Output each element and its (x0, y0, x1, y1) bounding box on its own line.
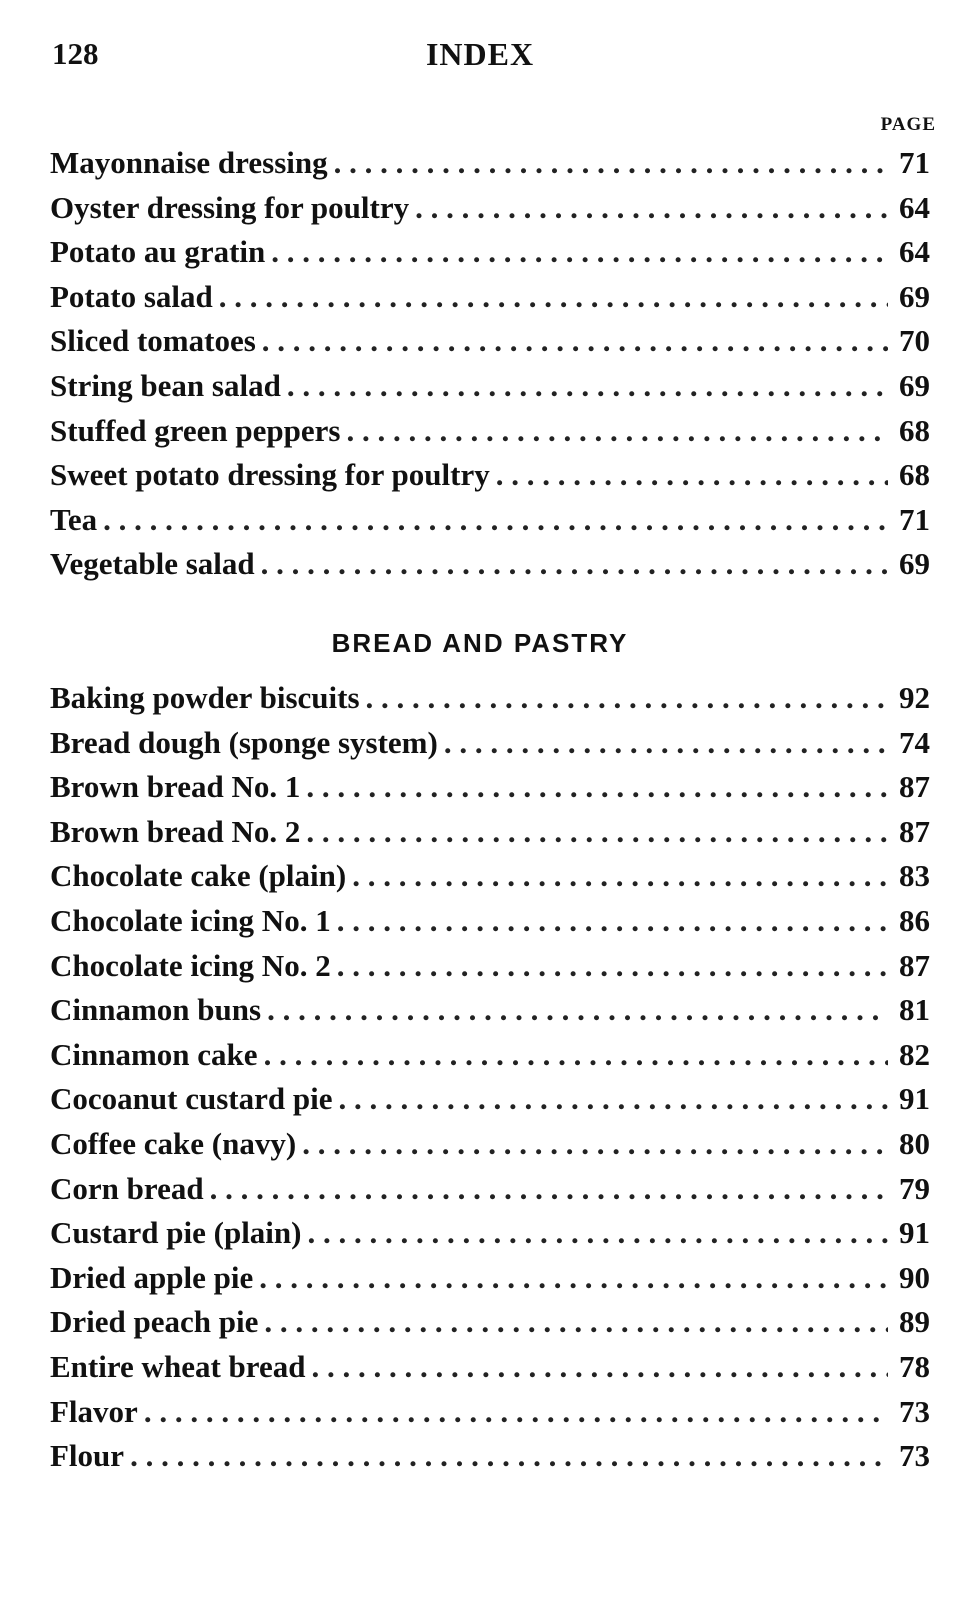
entry-page-number: 70 (899, 323, 930, 359)
entry-title: Custard pie (plain) (50, 1215, 302, 1251)
index-list-bread-and-pastry (50, 676, 930, 1479)
index-entry (50, 765, 930, 810)
dot-leader (334, 141, 888, 186)
entry-page-number: 68 (899, 412, 930, 448)
index-entry (50, 409, 930, 454)
entry-title: Bread dough (sponge system) (50, 724, 438, 760)
dot-leader (144, 1390, 888, 1435)
entry-title: Cocoanut custard pie (50, 1081, 333, 1117)
entry-page-number: 68 (899, 457, 930, 493)
index-entry (50, 230, 930, 275)
entry-title: Entire wheat bread (50, 1348, 306, 1384)
page-number: 128 (52, 36, 99, 71)
entry-title: Stuffed green peppers (50, 412, 341, 448)
entry-title: Sweet potato dressing for poultry (50, 457, 490, 493)
entry-title: Dried apple pie (50, 1259, 254, 1295)
entry-page-number: 79 (899, 1170, 930, 1206)
dot-leader (219, 275, 888, 320)
entry-title: Chocolate cake (plain) (50, 858, 347, 894)
index-entry (50, 899, 930, 944)
dot-leader (264, 1300, 888, 1345)
dot-leader (261, 542, 888, 587)
index-entry (50, 810, 930, 855)
entry-page-number: 64 (899, 189, 930, 225)
index-entry (50, 1122, 930, 1167)
entry-title: Potato au gratin (50, 234, 266, 270)
dot-leader (307, 1211, 888, 1256)
entry-page-number: 69 (899, 367, 930, 403)
index-entry (50, 721, 930, 766)
dot-leader (210, 1167, 888, 1212)
index-entry (50, 1434, 930, 1479)
entry-page-number: 71 (899, 501, 930, 537)
entry-title: Baking powder biscuits (50, 680, 360, 715)
entry-page-number: 64 (899, 234, 930, 270)
index-entry (50, 1256, 930, 1301)
index-entry (50, 319, 930, 364)
entry-title: Cinnamon cake (50, 1036, 258, 1072)
entry-title: Coffee cake (navy) (50, 1125, 297, 1161)
dot-leader (338, 1077, 888, 1122)
entry-page-number: 82 (899, 1036, 930, 1072)
index-entry (50, 275, 930, 320)
entry-page-number: 81 (899, 992, 930, 1028)
dot-leader (306, 765, 888, 810)
entry-page-number: 73 (899, 1393, 930, 1429)
dot-leader (271, 230, 888, 275)
dot-leader (259, 1256, 888, 1301)
index-entry (50, 988, 930, 1033)
entry-page-number: 78 (899, 1348, 930, 1384)
entry-page-number: 87 (899, 769, 930, 805)
index-entry (50, 498, 930, 543)
entry-title: Sliced tomatoes (50, 323, 256, 359)
entry-title: Flavor (50, 1393, 138, 1429)
dot-leader (267, 988, 888, 1033)
index-entry (50, 1211, 930, 1256)
entry-page-number: 69 (899, 278, 930, 314)
index-entry (50, 1033, 930, 1078)
dot-leader (346, 409, 888, 454)
dot-leader (130, 1434, 888, 1479)
section-heading: BREAD AND PASTRY (331, 628, 629, 658)
index-entry (50, 944, 930, 989)
dot-leader (366, 676, 888, 721)
index-entry (50, 542, 930, 587)
entry-page-number: 89 (899, 1304, 930, 1340)
entry-page-number: 71 (899, 145, 930, 180)
entry-page-number: 87 (899, 813, 930, 849)
dot-leader (302, 1122, 888, 1167)
dot-leader (103, 498, 888, 543)
entry-title: Chocolate icing No. 1 (50, 902, 331, 938)
entry-title: Brown bread No. 2 (50, 813, 301, 849)
dot-leader (415, 186, 888, 231)
entry-title: Mayonnaise dressing (50, 145, 328, 180)
entry-page-number: 92 (899, 680, 930, 715)
index-entry (50, 1300, 930, 1345)
index-list-vegetables (50, 141, 930, 587)
index-entry (50, 364, 930, 409)
index-entry (50, 1167, 930, 1212)
dot-leader (262, 319, 888, 364)
entry-page-number: 86 (899, 902, 930, 938)
entry-title: Corn bread (50, 1170, 204, 1206)
index-entry (50, 1345, 930, 1390)
index-entry (50, 186, 930, 231)
entry-title: Dried peach pie (50, 1304, 259, 1340)
entry-page-number: 73 (899, 1438, 930, 1474)
entry-page-number: 91 (899, 1081, 930, 1117)
entry-title: Cinnamon buns (50, 992, 262, 1028)
entry-title: Vegetable salad (50, 546, 255, 582)
entry-page-number: 80 (899, 1125, 930, 1161)
entry-page-number: 90 (899, 1259, 930, 1295)
index-entry (50, 1077, 930, 1122)
entry-title: Chocolate icing No. 2 (50, 947, 331, 983)
dot-leader (287, 364, 888, 409)
index-entry (50, 141, 930, 186)
entry-page-number: 87 (899, 947, 930, 983)
entry-title: String bean salad (50, 367, 281, 403)
running-head: INDEX (425, 36, 535, 72)
entry-title: Potato salad (50, 278, 213, 314)
index-entry (50, 854, 930, 899)
entry-title: Brown bread No. 1 (50, 769, 301, 805)
dot-leader (337, 944, 888, 989)
entry-page-number: 69 (899, 546, 930, 582)
index-entry (50, 1390, 930, 1435)
dot-leader (337, 899, 888, 944)
dot-leader (352, 854, 888, 899)
entry-page-number: 83 (899, 858, 930, 894)
index-entry (50, 676, 930, 721)
entry-page-number: 74 (899, 724, 930, 760)
dot-leader (444, 721, 888, 766)
page-column-label: PAGE (880, 114, 936, 135)
index-entry (50, 453, 930, 498)
entry-title: Flour (50, 1438, 125, 1474)
entry-page-number: 91 (899, 1215, 930, 1251)
entry-title: Oyster dressing for poultry (50, 189, 410, 225)
dot-leader (311, 1345, 888, 1390)
dot-leader (496, 453, 888, 498)
dot-leader (264, 1033, 888, 1078)
dot-leader (306, 810, 888, 855)
entry-title: Tea (50, 501, 98, 537)
